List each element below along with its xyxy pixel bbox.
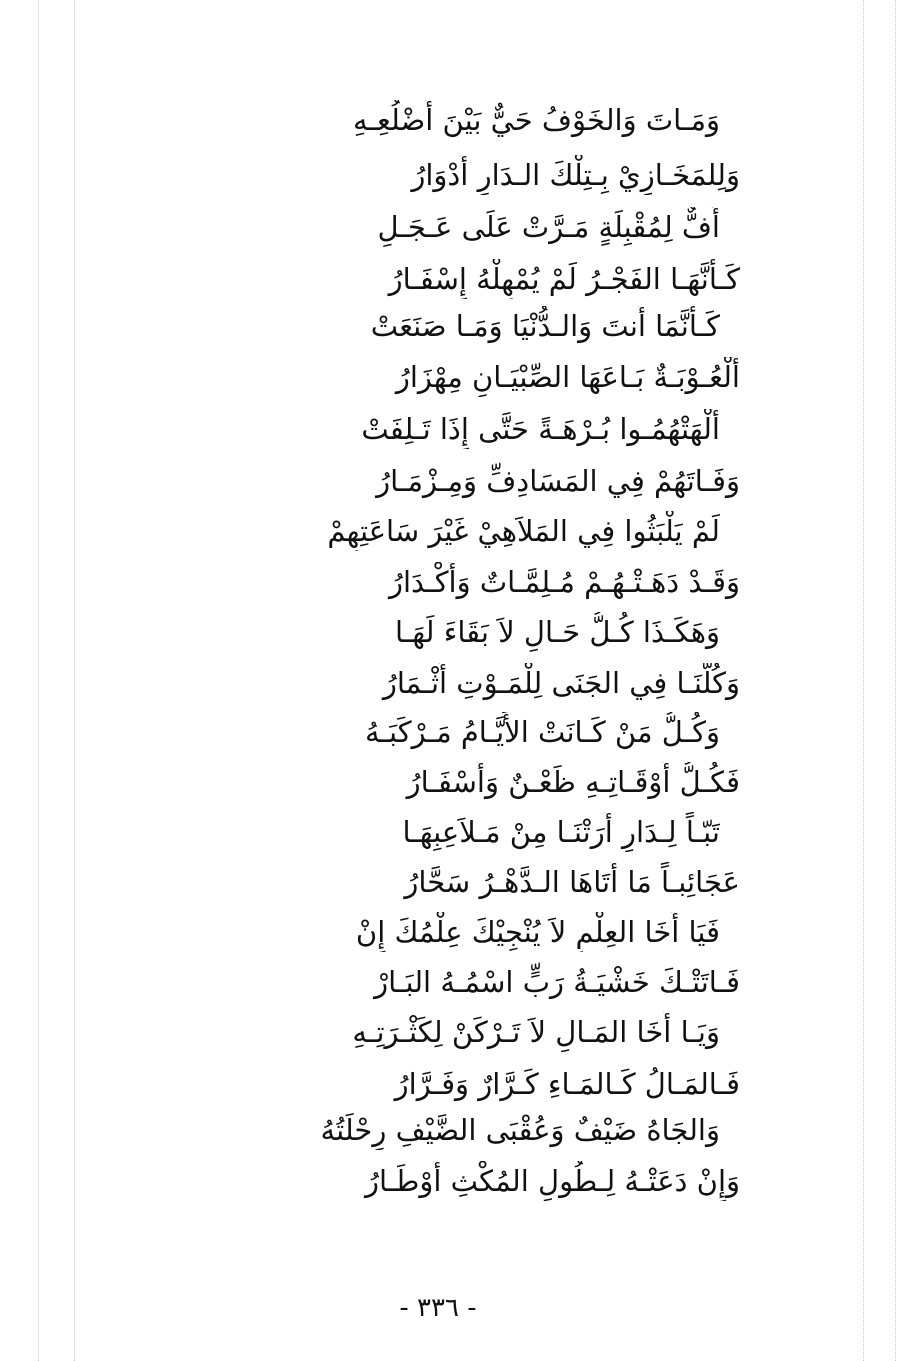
verse-line: وَالجَاهُ ضَيْفٌ وَعُقْبَى الضَّيْفِ رِحْلَتُهُ	[320, 1113, 720, 1147]
verse-line: وَيَـا أَخَا المَـالِ لاَ تَـرْكَنْ لِكَثْـرَتِـهِ	[352, 1015, 720, 1049]
verse-line: أُلْعُـوْبَـةٌ بَـاعَهَا الصِّبْيَـانِ مِهْزَارُ	[395, 360, 740, 394]
page-number: - ٣٣٦ -	[399, 1293, 477, 1323]
verse-line: وَكُـلُّ مَنْ كَـانَتْ الأَيَّـامُ مَـرْكَبَـهُ	[364, 715, 720, 749]
verse-line: وَقَـدْ دَهَـتْـهُـمْ مُـلِمَّـاتٌ وَأَكْـدَارُ	[388, 565, 740, 599]
verse-line: وَفَـاتَهُمْ فِي المَسَادِفِّ وَمِـزْمَـارُ	[376, 464, 740, 498]
verse-line: أَلْهَتْهُمُـوا بُـرْهَـةً حَتَّى إِذَا تَـلِفَتْ	[361, 412, 720, 446]
verse-line: فَكُـلُّ أَوْقَـاتِـهِ ظَعْـنٌ وَأَسْفَـارُ	[406, 765, 740, 799]
verse-line: وَكُلُّنَـا فِي الجَنَى لِلْمَـوْتِ أَثْـمَارُ	[382, 666, 740, 700]
verse-line: فَيَا أَخَا العِلْمِ لاَ يُنْجِيْكَ عِلْمُكَ إِنْ	[355, 915, 720, 949]
verse-line: وَمَـاتَ وَالخَوْفُ حَيٌّ بَيْنَ أَضْلُعِـهِ	[352, 103, 720, 137]
verse-line: عَجَائِبـاً مَا أَتَاهَا الـدَّهْـرُ سَحَّارُ	[404, 865, 740, 899]
verse-line: وَلِلمَخَـازِيْ بِـتِلْكَ الـدَارِ أَدْوَارُ	[411, 158, 740, 192]
verse-line: فَـاتَتْـكَ خَشْيَـةُ رَبٍّ اسْمُـهُ البَـارْ	[374, 965, 740, 999]
verse-line: لَمْ يَلْبَثُوا فِي المَلاَهِيْ غَيْرَ سَاعَتِهِمْ	[327, 514, 720, 548]
verse-line: كَـأَنَّهَـا الفَجْـرُ لَمْ يُمْهِلْهُ إِسْفَـارُ	[388, 262, 740, 296]
verse-line: وَإِنْ دَعَتْـهُ لِـطُولِ المُكْثِ أَوْطَـارُ	[364, 1164, 740, 1198]
verse-line: أُفٌّ لِمُقْبِلَةٍ مَـرَّتْ عَلَى عَـجَـلٍ	[377, 210, 720, 244]
verse-line: وَهَكَـذَا كُـلُّ حَـالٍ لاَ بَقَاءَ لَهَـا	[394, 615, 720, 649]
verse-line: فَـالمَـالُ كَـالمَـاءِ كَـرَّارٌ وَفَـرَّارُ	[394, 1067, 740, 1101]
verse-line: كَـأَنَّمَا أَنتَ وَالـدُّنْيَا وَمَـا صَنَعَتْ	[370, 309, 720, 343]
verse-line: تَبّـاً لِـدَارٍ أَرَتْنَـا مِنْ مَـلاَعِبِهَـا	[402, 815, 720, 849]
